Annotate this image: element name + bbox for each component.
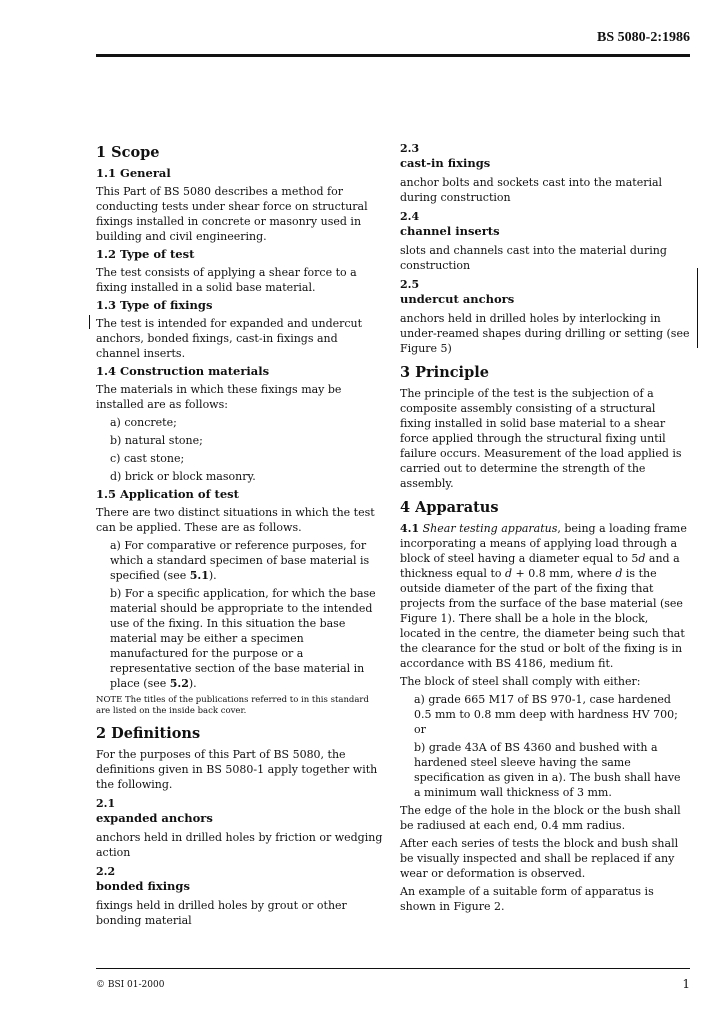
section-title-principle: 3 Principle <box>400 364 489 381</box>
definition-text: anchors held in drilled holes by interlocking in under-reamed shapes during drilling or setting (see Figure 5) <box>400 312 690 355</box>
subsection-title-type-of-fixings: 1.3 Type of fixings <box>96 298 213 312</box>
section-title-scope: 1 Scope <box>96 144 160 161</box>
definition-number: 2.5 <box>400 278 420 291</box>
cross-reference[interactable]: 5.1 <box>189 569 209 582</box>
definition-number: 2.4 <box>400 210 420 223</box>
header-rule <box>96 54 690 57</box>
left-column <box>96 142 384 931</box>
definition-text: anchor bolts and sockets cast into the material during construction <box>400 176 663 204</box>
section-title-definitions: 2 Definitions <box>96 725 201 742</box>
subsection-title-general: 1.1 General <box>96 166 171 180</box>
cross-reference[interactable]: 5.2 <box>169 677 189 690</box>
footer-rule <box>96 968 690 969</box>
definition-term: cast-in fixings <box>400 156 491 170</box>
application-item-a: a) For comparative or reference purposes, for which a standard specimen of base material is specified (see 5.1). <box>110 539 370 582</box>
definition-term: bonded fixings <box>96 879 190 893</box>
subsection-title-construction-materials: 1.4 Construction materials <box>96 364 270 378</box>
material-item: a) concrete; <box>110 416 177 429</box>
construction-materials-text: The materials in which these fixings may be installed are as follows: <box>96 383 342 411</box>
definitions-text: For the purposes of this Part of BS 5080, the definitions given in BS 5080-1 apply together with the following. <box>96 748 378 791</box>
principle-text: The principle of the test is the subjection of a composite assembly consisting of a structural fixing installed in solid base material to a shear force applied through the structural fixing until failure occurs. Measurement of the load applied is carried out to determine the strength of the assembly. <box>400 387 682 490</box>
subsection-title-application: 1.5 Application of test <box>96 487 239 501</box>
subsection-title-type-of-test: 1.2 Type of test <box>96 247 195 261</box>
definition-number: 2.2 <box>96 865 116 878</box>
change-bar-right <box>697 268 698 348</box>
change-bar-left <box>89 315 90 329</box>
application-text: There are two distinct situations in which the test can be applied. These are as follows. <box>96 506 375 534</box>
document-id: BS 5080-2:1986 <box>597 30 690 45</box>
page-number: 1 <box>682 977 690 991</box>
type-of-test-text: The test consists of applying a shear force to a fixing installed in a solid base material. <box>96 266 357 294</box>
definition-term: expanded anchors <box>96 811 213 825</box>
inspection-text: After each series of tests the block and bush shall be visually inspected and shall be replaced if any wear or deformation is observed. <box>400 837 679 880</box>
definition-term: channel inserts <box>400 224 500 238</box>
definition-text: fixings held in drilled holes by grout or other bonding material <box>96 899 347 927</box>
material-item: d) brick or block masonry. <box>110 470 256 483</box>
definition-term: undercut anchors <box>400 292 515 306</box>
definition-number: 2.1 <box>96 797 116 810</box>
material-item: b) natural stone; <box>110 434 203 447</box>
application-item-b: b) For a specific application, for which the base material should be appropriate to the intended use of the fixing. In this situation the base material may be either a specimen manufactured for the purpose or a representative section of the base material in place (see 5.2). <box>110 587 376 690</box>
note: NOTE The titles of the publications referred to in this standard are listed on the inside back cover. <box>96 695 369 716</box>
general-text: This Part of BS 5080 describes a method for conducting tests under shear force on structural fixings installed in concrete or masonry used in building and civil engineering. <box>96 185 368 243</box>
definition-text: anchors held in drilled holes by friction or wedging action <box>96 831 383 859</box>
example-text: An example of a suitable form of apparatus is shown in Figure 2. <box>400 885 654 913</box>
block-text: The block of steel shall comply with either: <box>400 675 641 688</box>
type-of-fixings-text: The test is intended for expanded and undercut anchors, bonded fixings, cast-in fixings and channel inserts. <box>96 317 363 360</box>
right-column <box>400 142 690 917</box>
edge-text: The edge of the hole in the block or the bush shall be radiused at each end, 0.4 mm radius. <box>400 804 681 832</box>
definition-text: slots and channels cast into the material during construction <box>400 244 667 272</box>
apparatus-clause-4-1: 4.1 Shear testing apparatus, being a loading frame incorporating a means of applying load through a block of steel having a diameter equal to 5d and a thickness equal to d + 0.8 mm, where d is the outside diameter of the part of the fixing that projects from the surface of the base material (see Figure 1). There shall be a hole in the block, located in the centre, the diameter being such that the clearance for the stud or bolt of the fixing is in accordance with BS 4186, medium fit. <box>400 522 687 670</box>
section-title-apparatus: 4 Apparatus <box>400 499 499 516</box>
block-item-b: b) grade 43A of BS 4360 and bushed with a hardened steel sleeve having the same specification as given in a). The bush shall have a minimum wall thickness of 3 mm. <box>414 741 681 799</box>
copyright: © BSI 01-2000 <box>96 980 165 990</box>
definition-number: 2.3 <box>400 142 420 155</box>
material-item: c) cast stone; <box>110 452 185 465</box>
block-item-a: a) grade 665 M17 of BS 970-1, case hardened 0.5 mm to 0.8 mm deep with hardness HV 700; or <box>414 693 678 736</box>
